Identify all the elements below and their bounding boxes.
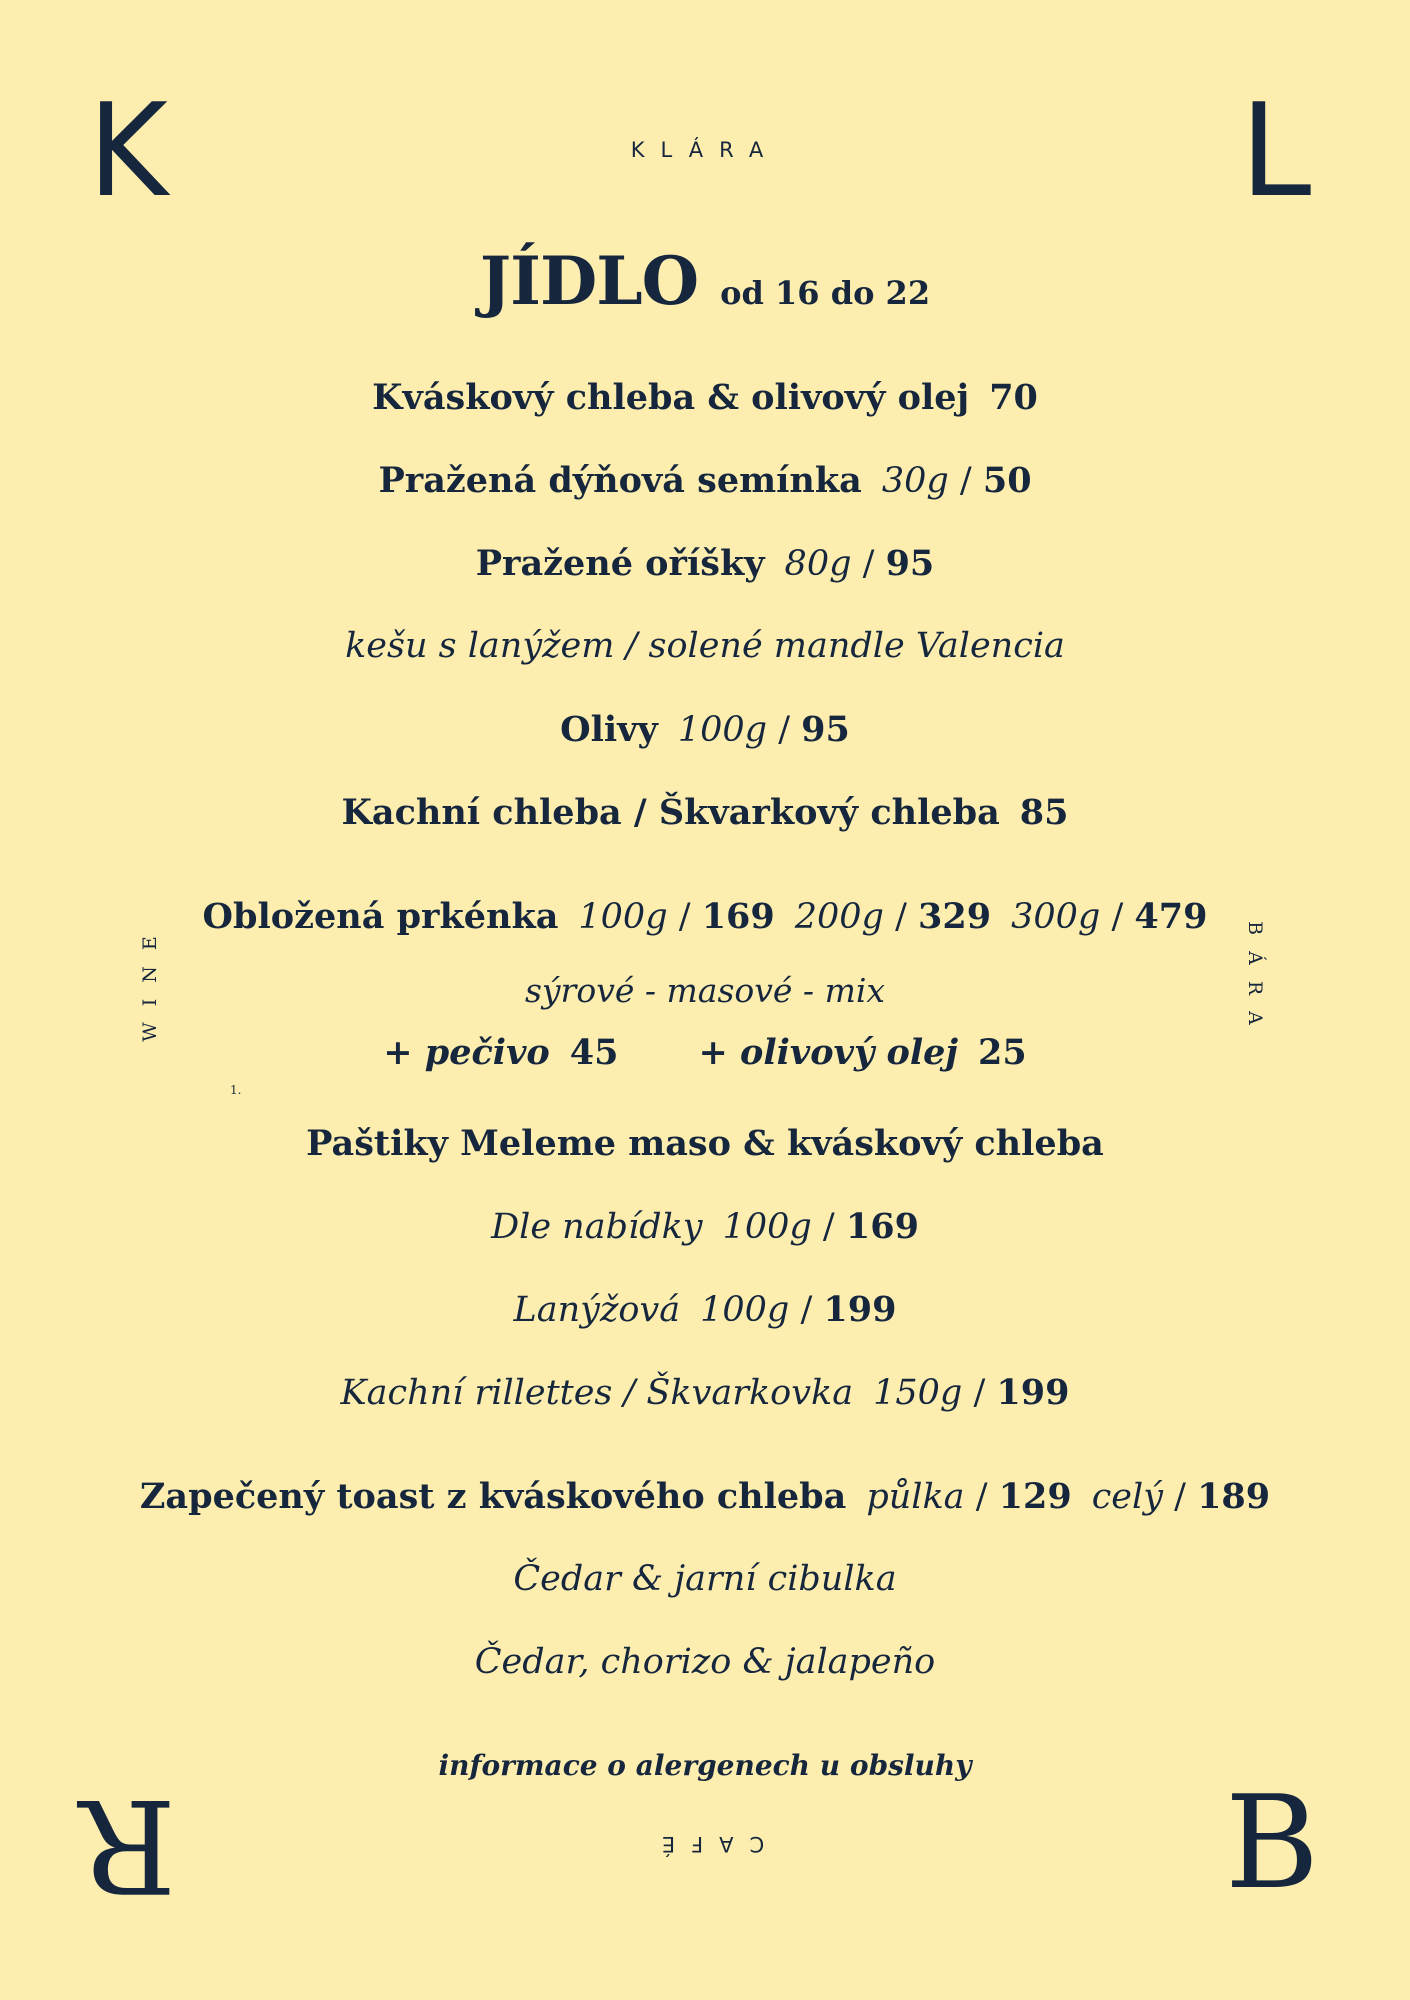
item-price: 129 [998,1476,1072,1517]
item-pate: Paštiky Meleme maso & kváskový chleba [306,1123,1104,1164]
brand-bara: BÁRA [1244,921,1266,1041]
separator: / [678,897,691,937]
brand-wine: WINE [139,920,161,1042]
item-bread [0,377,1410,418]
item-size: 100g [677,710,768,750]
option-size: 100g [700,1290,790,1330]
item-name: Obložená prkénka [202,896,559,937]
toast-variant: Čedar, chorizo & jalapeño [474,1642,936,1682]
separator: / [1111,897,1124,937]
brand-cafe: CAFÉ [645,1832,765,1856]
item-price: 189 [1197,1476,1271,1517]
option-price: 169 [845,1206,919,1247]
item-name: Zapečený toast z kváskového chleba [139,1476,847,1517]
item-price: 329 [918,896,992,937]
item-duck [0,792,1410,833]
menu-title: JÍDLO [479,242,699,320]
item-price: 85 [1019,792,1069,833]
item-price: 479 [1134,896,1208,937]
item-nuts [0,543,1410,584]
item-olives [0,709,1410,750]
item-nuts-note: kešu s lanýžem / solené mandle Valencia [345,626,1065,666]
page-number: 1. [230,1083,242,1097]
extra-price: 45 [569,1032,619,1073]
separator: / [862,544,875,584]
pate-option [0,1206,1410,1247]
item-size: 30g [881,461,949,501]
monogram-l: L [1240,77,1312,226]
option-price: 199 [996,1372,1070,1413]
separator: / [778,710,791,750]
item-price: 95 [801,709,850,750]
pate-option [0,1289,1410,1330]
separator: / [800,1290,813,1330]
pate-option [0,1372,1410,1413]
option-size: 100g [722,1207,812,1247]
item-name: Pražené oříšky [475,543,765,584]
option-name: Lanýžová [513,1290,681,1330]
toast-half: půlka [866,1477,965,1517]
option-price: 199 [823,1289,897,1330]
item-boards [0,896,1410,937]
item-name: Olivy [560,709,658,750]
item-size: 100g [578,897,668,937]
monogram-k: K [88,77,168,226]
item-boards-extras [0,1032,1410,1073]
option-size: 150g [873,1373,963,1413]
option-name: Dle nabídky [491,1207,703,1247]
separator: / [1174,1477,1186,1517]
item-size: 200g [794,897,884,937]
allergens-note: informace o alergenech u obsluhy [438,1749,972,1782]
option-name: Kachní rillettes / Škvarkovka [340,1373,854,1413]
item-price: 70 [989,377,1038,418]
item-size: 300g [1011,897,1101,937]
toast-whole: celý [1091,1477,1163,1517]
item-size: 80g [784,544,852,584]
menu-heading [0,242,1410,320]
separator: / [895,897,907,937]
separator: / [973,1373,986,1413]
monogram-r: R [80,1770,177,1919]
item-boards-types: sýrové - masové - mix [524,971,886,1010]
extra-name: + pečivo [383,1032,550,1073]
separator: / [975,1477,988,1517]
item-price: 95 [885,543,935,584]
item-price: 169 [701,896,775,937]
monogram-b: B [1225,1769,1320,1918]
item-toast [0,1476,1410,1517]
extra-price: 25 [978,1032,1027,1073]
item-price: 50 [982,460,1032,501]
item-name: Kváskový chleba & olivový olej [372,377,970,418]
toast-variant: Čedar & jarní cibulka [513,1559,897,1599]
extra-name: + olivový olej [698,1032,959,1073]
item-name: Kachní chleba / Škvarkový chleba [341,792,1000,833]
item-name: Pražená dýňová semínka [378,460,862,501]
item-seeds [0,460,1410,501]
separator: / [822,1207,835,1247]
brand-klara: KLÁRA [630,138,780,162]
separator: / [959,461,972,501]
menu-hours: od 16 do 22 [720,274,931,312]
